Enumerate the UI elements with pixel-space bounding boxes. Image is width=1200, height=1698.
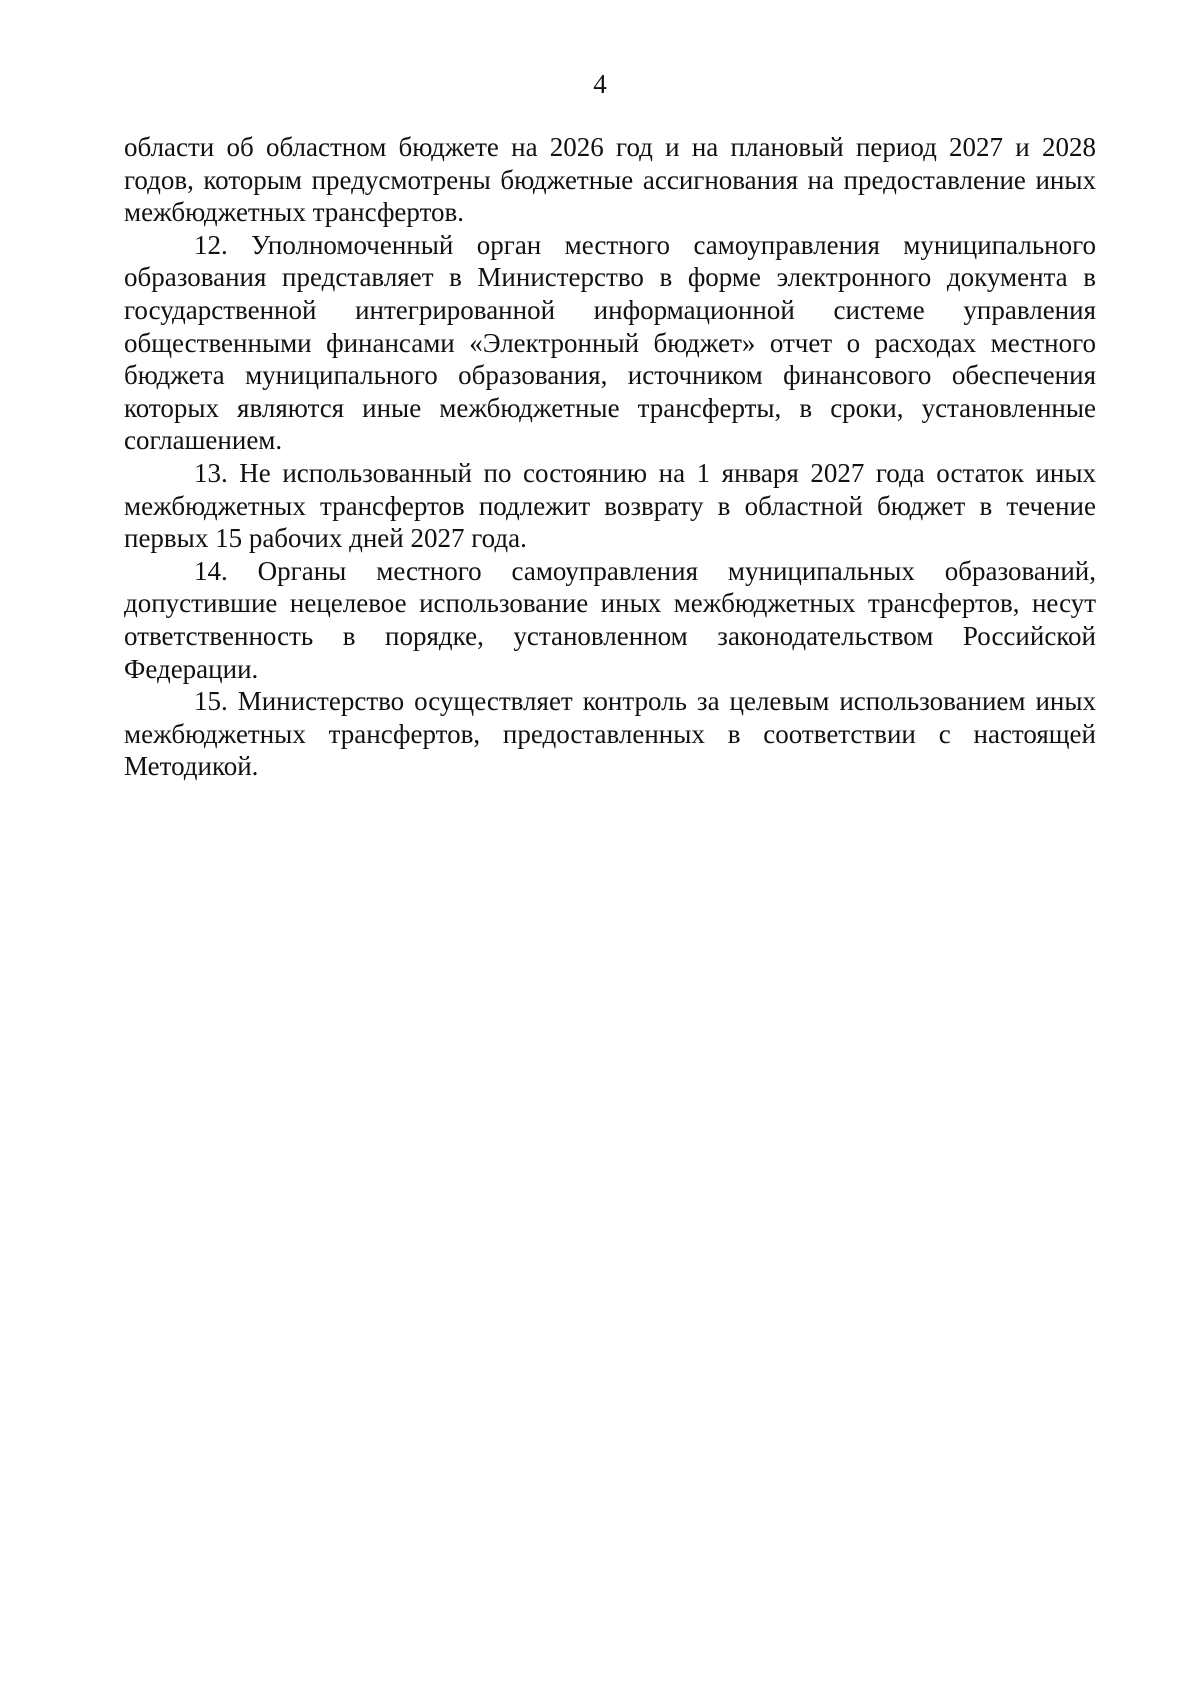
paragraph-15: 15. Министерство осуществляет контроль за целевым использованием иных межбюджетных трансфертов, предоставленных в соответствии с настоящей Методикой. [124, 686, 1096, 782]
document-body [124, 131, 1096, 783]
page-number: 4 [593, 69, 607, 99]
paragraph-continuation: области об областном бюджете на 2026 год и на плановый период 2027 и 2028 годов, которым предусмотрены бюджетные ассигнования на предоставление иных межбюджетных трансфертов. [124, 132, 1096, 228]
paragraph-12: 12. Уполномоченный орган местного самоуправления муниципального образования представляет в Министерство в форме электронного документа в государственной интегрированной информационной системе управления общественными финансами «Электронный бюджет» отчет о расходах местного бюджета муниципального образования, источником финансового обеспечения которых являются иные межбюджетные трансферты, в сроки, установленные соглашением. [124, 229, 1096, 456]
paragraph-14: 14. Органы местного самоуправления муниципальных образований, допустившие нецелевое использование иных межбюджетных трансфертов, несут ответственность в порядке, установленном законодательством Российской Федерации. [124, 555, 1096, 684]
paragraph-13: 13. Не использованный по состоянию на 1 января 2027 года остаток иных межбюджетных трансфертов подлежит возврату в областной бюджет в течение первых 15 рабочих дней 2027 года. [124, 457, 1096, 554]
